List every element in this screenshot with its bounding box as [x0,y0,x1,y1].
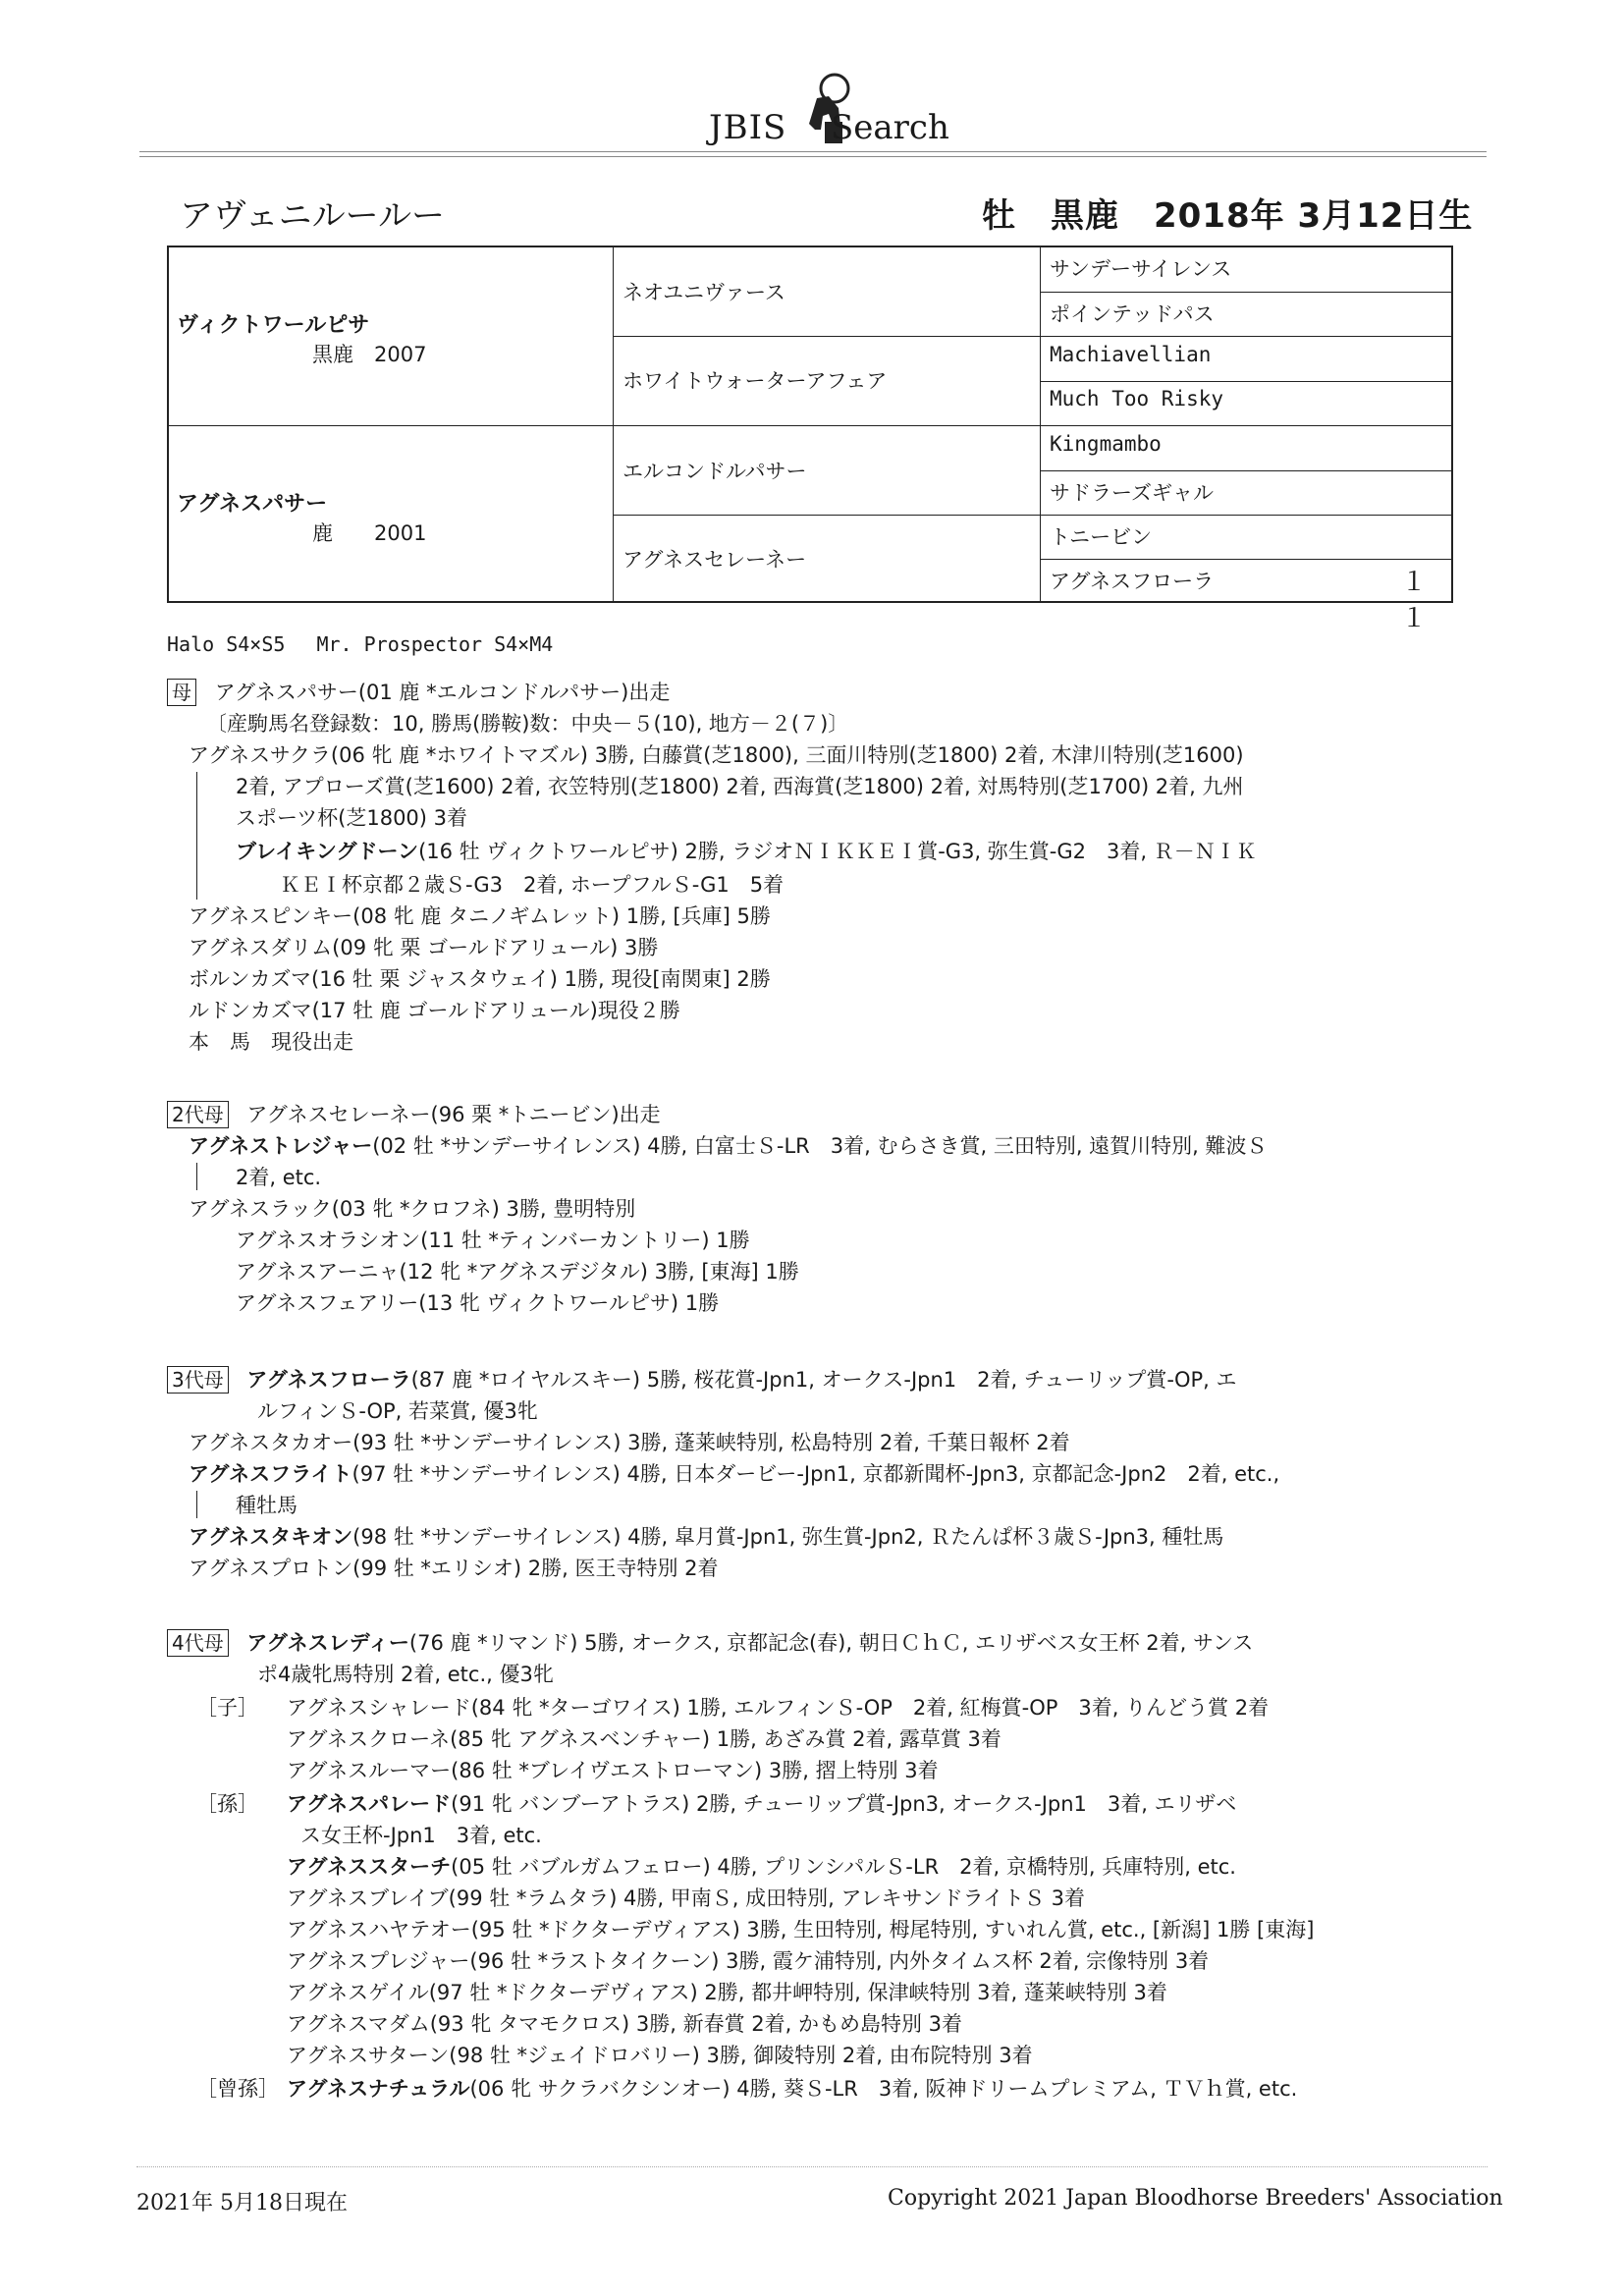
g4dam-header [167,1628,1253,1658]
tag-grandchild: ［孫］ [196,1792,258,1816]
dam-line-9: アグネスダリム(09 牝 栗 ゴールドアリュール) 3勝 [189,936,659,959]
g4dam-child-3: アグネスルーマー(86 牡 *ブレイヴエストローマン) 3勝, 摺上特別 3着 [287,1759,939,1782]
g4dam-great-1-detail: (06 牝 サクラバクシンオー) 4勝, 葵Ｓ-LR 3着, 阪神ドリームプレミアム, ＴＶｈ賞, etc. [469,2077,1298,2101]
g2dam-line-7: アグネスフェアリー(13 牝 ヴィクトワールピサ) 1勝 [236,1291,720,1315]
sire-sub: 黒鹿 2007 [312,343,427,366]
g2dam-line-2-name: アグネストレジャー [189,1134,373,1158]
g3dam-line-6 [189,1522,1223,1552]
g2dam-line-1: アグネスセレーネー(96 栗 *トニービン)出走 [246,1103,661,1126]
footer-date: 2021年 5月18日現在 [136,2191,348,2215]
dam-line-6 [236,837,1257,866]
g4dam-grand-2-name: アグネススターチ [287,1855,452,1879]
section-label-g4dam: 4代母 [167,1629,229,1657]
g2dam-header [167,1100,661,1129]
grandsire-maternal: エルコンドルパサー [623,460,807,483]
g4dam-grand-2-detail: (05 牡 バブルガムフェロー) 4勝, プリンシパルＳ-LR 2着, 京橋特別, 兵庫特別, etc. [451,1855,1236,1879]
g3dam-line-1-name: アグネスフローラ [246,1368,411,1392]
dam-family-bar [196,772,197,900]
g3dam-line-7: アグネスプロトン(99 牡 *エリシオ) 2勝, 医王寺特別 2着 [189,1557,719,1580]
dam-name: アグネスパサー [177,492,328,517]
g3dam-line-4 [189,1459,1279,1489]
family-number: １１ [1401,568,1428,633]
g4dam-child-1: アグネスシャレード(84 牝 *ターゴワイス) 1勝, エルフィンＳ-OP 2着, 紅梅賞-OP 3着, りんどう賞 2着 [287,1696,1270,1720]
jbis-search-logo [709,65,949,149]
g2dam-family-bar [196,1163,197,1190]
dam-line-2: 〔産駒馬名登録数：10, 勝馬(勝鞍)数：中央－５(10), 地方－２(７)〕 [206,712,849,736]
dam-line-7: ＫＥＩ杯京都２歳Ｓ-G3 2着, ホープフルＳ-G1 5着 [280,873,785,897]
g4dam-grand-7: アグネスマダム(93 牝 タマモクロス) 3勝, 新春賞 2着, かもめ島特別 3着 [287,2012,963,2036]
tag-great-grandchild: ［曾孫］ [196,2077,279,2101]
logo-text-jbis: JBIS [709,108,787,147]
g4dam-line-2: ポ4歳牝馬特別 2着, etc., 優3牝 [257,1663,554,1686]
g2dam-line-2-detail: (02 牡 *サンデーサイレンス) 4勝, 白富士Ｓ-LR 3着, むらさき賞, 三田特別, 遠賀川特別, 難波Ｓ [372,1134,1268,1158]
horse-info: 牡 黒鹿 2018年 3月12日生 [982,196,1474,236]
dam-line-4: 2着, アプローズ賞(芝1600) 2着, 衣笠特別(芝1800) 2着, 西海賞(芝1800) 2着, 対馬特別(芝1700) 2着, 九州 [236,775,1244,798]
dam-line-8: アグネスピンキー(08 牝 鹿 タニノギムレット) 1勝, [兵庫] 5勝 [189,904,771,928]
g3dam-line-4-name: アグネスフライト [189,1462,352,1486]
g2dam-line-2 [189,1131,1268,1161]
g4dam-grand-1-detail: (91 牝 バンブーアトラス) 2勝, チューリップ賞-Jpn3, オークス-Jpn1 3着, エリザベ [451,1792,1237,1816]
g3dam-family-bar [196,1491,197,1518]
g3dam-line-4-detail: (97 牡 *サンデーサイレンス) 4勝, 日本ダービー-Jpn1, 京都新聞杯-Jpn3, 京都記念-Jpn2 2着, etc., [352,1462,1280,1486]
g4dam-grand-1-cont: ス女王杯-Jpn1 3着, etc. [300,1824,542,1847]
dam-line-6-name: ブレイキングドーン [236,840,419,863]
g3dam-header [167,1365,1237,1394]
g2dam-line-4: アグネスラック(03 牝 *クロフネ) 3勝, 豊明特別 [189,1197,636,1221]
g4dam-great-1 [287,2074,1297,2104]
dam-line-6-detail: (16 牡 ヴィクトワールピサ) 2勝, ラジオＮＩＫＫＥＩ賞-G3, 弥生賞-G2 3着, Ｒ－ＮＩＫ [418,840,1257,863]
sire-name: ヴィクトワールピサ [177,313,370,338]
dam-sub: 鹿 2001 [312,521,427,545]
g2dam-line-3: 2着, etc. [236,1166,322,1189]
logo-text-search: Search [831,108,949,147]
sire-cell [177,308,426,368]
g4dam-grand-5: アグネスプレジャー(96 牡 *ラストタイクーン) 3勝, 霞ケ浦特別, 内外タイムス杯 2着, 宗像特別 3着 [287,1949,1210,1973]
header-rule-bottom [139,156,1487,157]
g4dam-child-2: アグネスクローネ(85 牝 アグネスベンチャー) 1勝, あざみ賞 2着, 露草賞 3着 [287,1727,1001,1751]
dam-cell [177,487,426,547]
dam-line-10: ボルンカズマ(16 牡 栗 ジャスタウェイ) 1勝, 現役[南関東] 2勝 [189,967,771,991]
g3dam-line-1-detail: (87 鹿 *ロイヤルスキー) 5勝, 桜花賞-Jpn1, オークス-Jpn1 2着, チューリップ賞-OP, エ [410,1368,1237,1392]
ancestor-g3-3: Machiavellian [1050,343,1212,366]
granddam-paternal: ホワイトウォーターアフェア [623,369,888,393]
footer-rule [136,2166,1488,2167]
g3dam-line-3: アグネスタカオー(93 牡 *サンデーサイレンス) 3勝, 蓬莱峡特別, 松島特別 2着, 千葉日報杯 2着 [189,1431,1070,1454]
g4dam-grand-1 [287,1789,1236,1819]
g4dam-grand-3: アグネスブレイブ(99 牡 *ラムタラ) 4勝, 甲南Ｓ, 成田特別, アレキサンドライトＳ 3着 [287,1886,1085,1910]
horse-name: アヴェニルールー [180,196,445,236]
dam-line-3: アグネスサクラ(06 牝 鹿 *ホワイトマズル) 3勝, 白藤賞(芝1800), 三面川特別(芝1800) 2着, 木津川特別(芝1600) [189,743,1244,767]
ancestor-g3-1: サンデーサイレンス [1050,257,1232,281]
granddam-maternal: アグネスセレーネー [623,548,807,572]
g2dam-line-6: アグネスアーニャ(12 牝 *アグネスデジタル) 3勝, [東海] 1勝 [236,1260,799,1284]
ancestor-g3-7: トニービン [1050,525,1153,549]
dam-line-5: スポーツ杯(芝1800) 3着 [236,806,468,830]
pedigree-table [167,246,1453,633]
dam-line-1: アグネスパサー(01 鹿 *エルコンドルパサー)出走 [214,681,671,704]
g4dam-line-1-detail: (76 鹿 *リマンド) 5勝, オークス, 京都記念(春), 朝日ＣｈＣ, エリザベス女王杯 2着, サンス [408,1631,1254,1655]
dam-header [167,678,670,707]
g3dam-line-2: ルフィンＳ-OP, 若菜賞, 優3牝 [257,1399,538,1423]
section-label-dam: 母 [167,679,196,706]
ancestor-g3-6: サドラーズギャル [1050,481,1214,505]
ancestor-g3-5: Kingmambo [1050,432,1162,456]
g4dam-grand-1-name: アグネスパレード [287,1792,452,1816]
g3dam-line-5: 種牡馬 [236,1494,298,1517]
g3dam-line-6-detail: (98 牡 *サンデーサイレンス) 4勝, 皐月賞-Jpn1, 弥生賞-Jpn2, Ｒたんぱ杯３歳Ｓ-Jpn3, 種牡馬 [352,1525,1224,1549]
g4dam-grand-2 [287,1852,1236,1882]
tag-child: ［子］ [196,1696,258,1720]
ancestor-g3-2: ポインテッドパス [1050,302,1215,326]
g4dam-grand-6: アグネスゲイル(97 牡 *ドクターデヴィアス) 2勝, 都井岬特別, 保津峡特別 3着, 蓬莱峡特別 3着 [287,1981,1167,2004]
section-label-g3dam: 3代母 [167,1366,229,1394]
g4dam-grand-4: アグネスハヤテオー(95 牡 *ドクターデヴィアス) 3勝, 生田特別, 栂尾特別, すいれん賞, etc., [新潟] 1勝 [東海] [287,1918,1315,1941]
g4dam-great-1-name: アグネスナチュラル [287,2077,470,2101]
dam-line-11: ルドンカズマ(17 牡 鹿 ゴールドアリュール)現役２勝 [189,999,680,1022]
g3dam-line-6-name: アグネスタキオン [189,1525,353,1549]
dam-line-12: 本 馬 現役出走 [189,1030,353,1054]
inbreeding-note: Halo S4×S5 Mr. Prospector S4×M4 [167,632,554,656]
grandsire-paternal: ネオユニヴァース [623,281,785,304]
ancestor-g3-4: Much Too Risky [1050,387,1224,410]
footer-copyright: Copyright 2021 Japan Bloodhorse Breeders' Association [888,2186,1503,2211]
g4dam-grand-8: アグネスサターン(98 牡 *ジェイドロバリー) 3勝, 御陵特別 2着, 由布院特別 3着 [287,2044,1033,2067]
g4dam-line-1-name: アグネスレディー [246,1631,409,1655]
header-rule-top [139,151,1487,152]
ancestor-g3-8: アグネスフローラ [1050,570,1215,593]
section-label-g2dam: 2代母 [167,1101,229,1128]
g2dam-line-5: アグネスオラシオン(11 牡 *ティンバーカントリー) 1勝 [236,1229,750,1252]
